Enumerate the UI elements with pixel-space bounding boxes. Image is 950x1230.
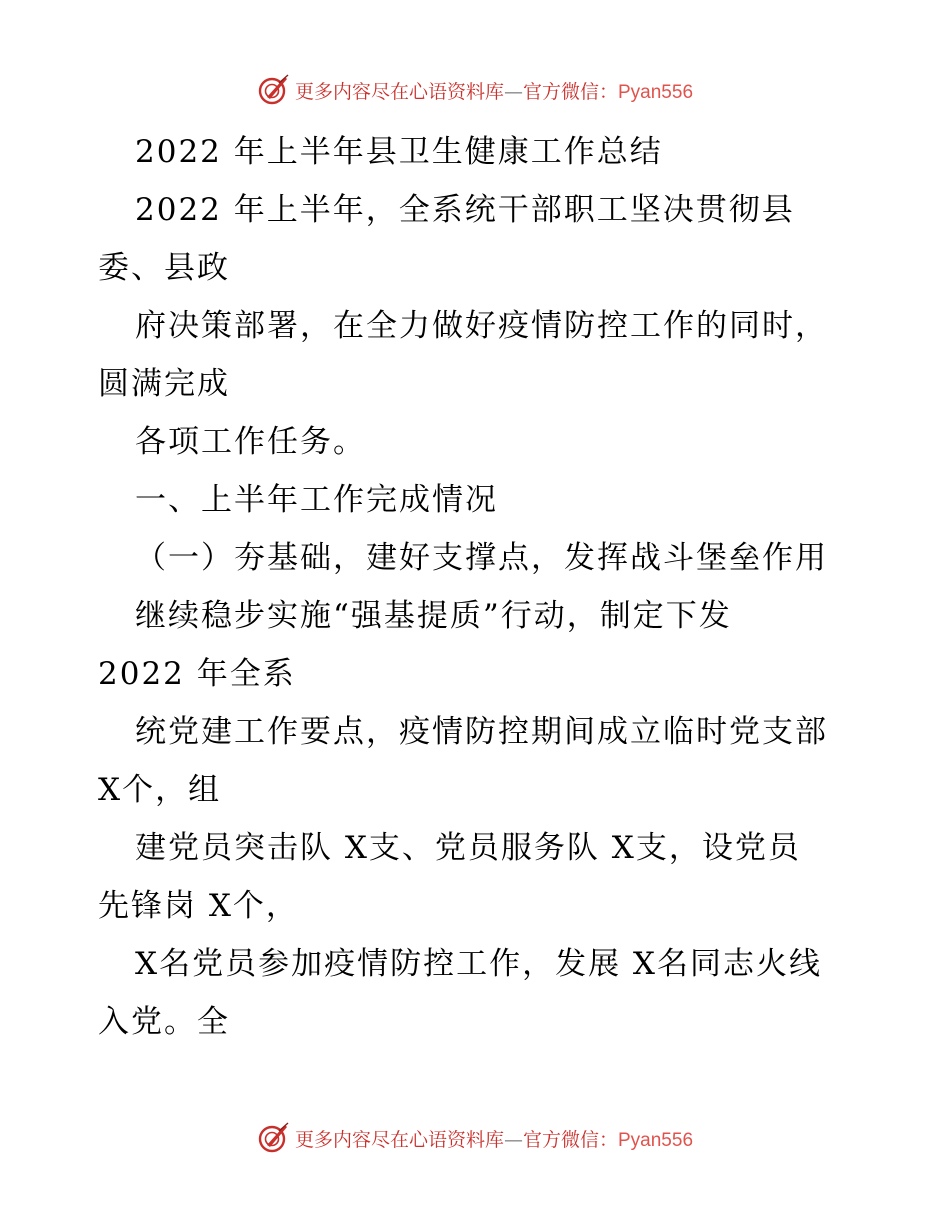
document-line: 圆满完成 bbox=[98, 366, 230, 402]
document-line: 统党建工作要点，疫情防控期间成立临时党支部 bbox=[135, 714, 828, 750]
watermark-contact-label: 官方微信： bbox=[522, 80, 618, 103]
watermark-separator: — bbox=[503, 1128, 523, 1151]
document-line: 2022 年全系 bbox=[98, 656, 296, 692]
document-line: 各项工作任务。 bbox=[135, 424, 366, 460]
document-line: 府决策部署，在全力做好疫情防控工作的同时， bbox=[135, 308, 828, 344]
document-line: 2022 年上半年，全系统干部职工坚决贯彻县 bbox=[135, 192, 795, 228]
quill-logo-icon bbox=[257, 1121, 291, 1155]
document-body bbox=[98, 123, 858, 1051]
watermark-contact-id: Pyan556 bbox=[618, 81, 694, 103]
document-line: 建党员突击队 X支、党员服务队 X支，设党员 bbox=[135, 830, 801, 866]
footer-watermark bbox=[0, 1118, 950, 1158]
document-line: 入党。全 bbox=[98, 1004, 230, 1040]
document-line: X个，组 bbox=[98, 772, 222, 808]
watermark-contact-label: 官方微信： bbox=[522, 1128, 618, 1151]
header-watermark bbox=[0, 70, 950, 110]
quill-logo-icon bbox=[257, 73, 291, 107]
document-line: 先锋岗 X个， bbox=[98, 888, 299, 924]
watermark-text bbox=[295, 77, 693, 104]
document-line: 继续稳步实施“强基提质”行动，制定下发 bbox=[135, 598, 732, 634]
document-line: 一、上半年工作完成情况 bbox=[135, 482, 498, 518]
watermark-brand: 更多内容尽在心语资料库 bbox=[294, 1128, 504, 1151]
watermark-brand: 更多内容尽在心语资料库 bbox=[294, 80, 504, 103]
watermark-separator: — bbox=[503, 80, 523, 103]
document-line: 委、县政 bbox=[98, 250, 230, 286]
document-line: （一）夯基础，建好支撑点，发挥战斗堡垒作用 bbox=[135, 540, 828, 576]
document-line: X名党员参加疫情防控工作，发展 X名同志火线 bbox=[135, 946, 822, 982]
watermark-text bbox=[295, 1125, 693, 1152]
document-line: 2022 年上半年县卫生健康工作总结 bbox=[135, 134, 663, 170]
watermark-contact-id: Pyan556 bbox=[618, 1129, 694, 1151]
